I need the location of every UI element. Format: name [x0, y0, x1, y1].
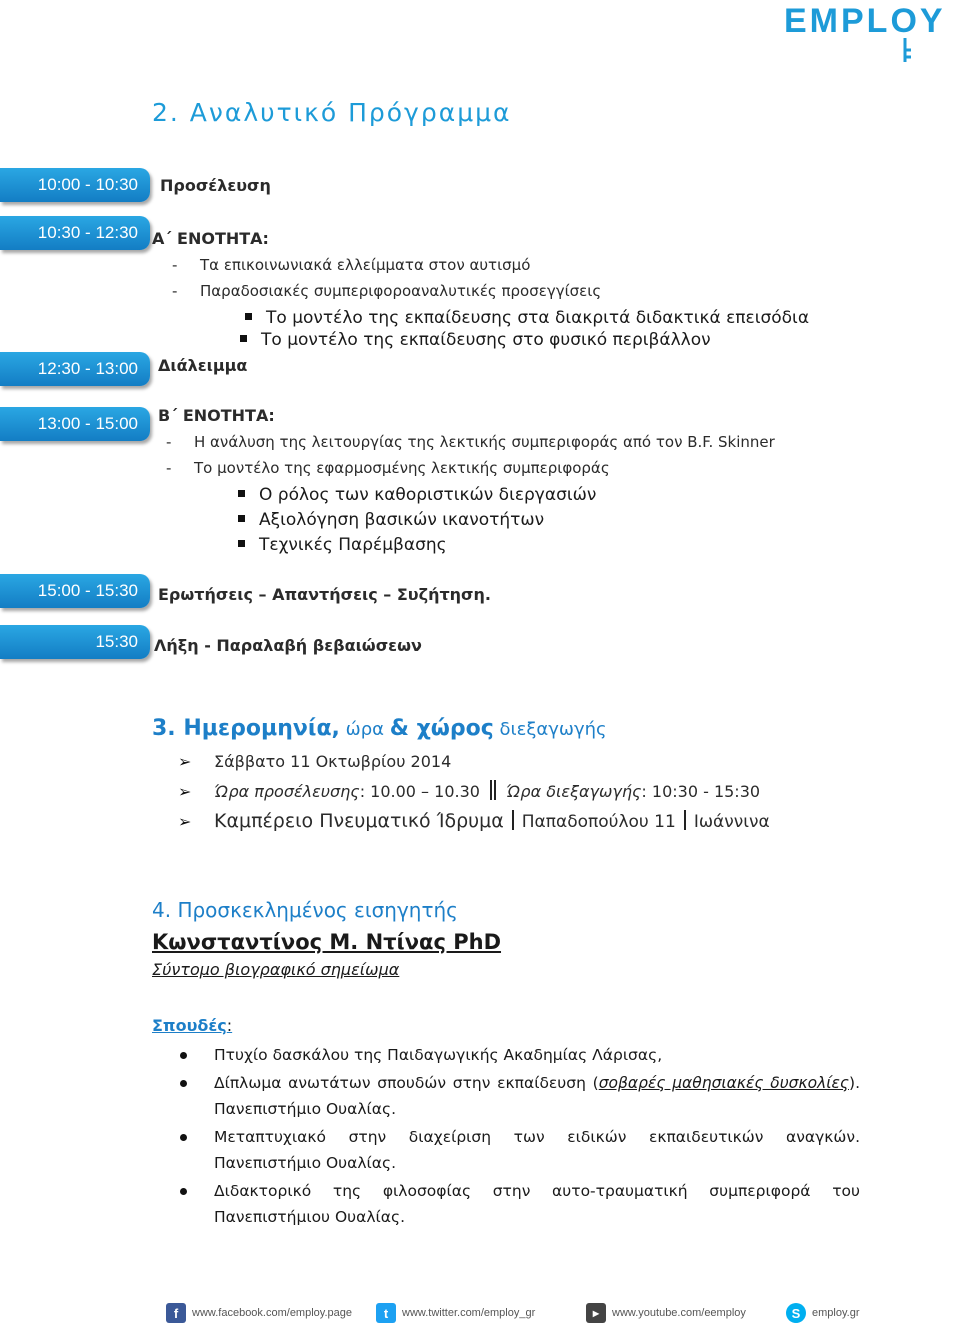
- section-3-title: 3. Ημερομηνία, ώρα & χώρος διεξαγωγής: [152, 716, 607, 741]
- sub-list-item: Τεχνικές Παρέμβασης: [238, 535, 447, 555]
- slot-title: Λήξη - Παραλαβή βεβαιώσεων: [154, 636, 422, 655]
- list-item: Μεταπτυχιακό στην διαχείριση των ειδικών εκπαιδευτικών αναγκών. Πανεπιστήμιο Ουαλίας.: [180, 1124, 860, 1176]
- time-badge: 13:00 - 15:00: [0, 407, 150, 441]
- slot-title: Διάλειμμα: [158, 356, 248, 375]
- arrow-icon: ➢: [178, 782, 192, 801]
- arrow-icon: ➢: [178, 752, 192, 771]
- twitter-link[interactable]: t www.twitter.com/employ_gr: [376, 1300, 535, 1326]
- skype-link[interactable]: S employ.gr: [786, 1300, 859, 1326]
- youtube-icon: ▶: [586, 1303, 606, 1323]
- list-item: Δίπλωμα ανωτάτων σπουδών στην εκπαίδευση (σοβαρές μαθησιακές δυσκολίες). Πανεπιστήμιο Ουαλίας.: [180, 1070, 860, 1122]
- arrow-icon: ➢: [178, 812, 192, 831]
- studies-label: Σπουδές:: [152, 1016, 233, 1035]
- time-badge: 10:30 - 12:30: [0, 216, 150, 250]
- list-item: - Το μοντέλο της εφαρμοσμένης λεκτικής συμπεριφοράς: [166, 459, 610, 477]
- divider: [684, 810, 686, 830]
- facebook-link[interactable]: f www.facebook.com/employ.page: [166, 1300, 352, 1326]
- youtube-link[interactable]: ▶ www.youtube.com/eemploy: [586, 1300, 746, 1326]
- hours-line: ➢ Ώρα προσέλευσης: 10.00 – 10.30 Ώρα διεξαγωγής: 10:30 - 15:30: [178, 782, 761, 801]
- sub-list-item: Το μοντέλο της εκπαίδευσης στα διακριτά διδακτικά επεισόδια: [245, 308, 809, 328]
- unit-a-title: Α΄ ΕΝΟΤΗΤΑ:: [152, 229, 269, 248]
- unit-b-title: Β΄ ΕΝΟΤΗΤΑ:: [158, 406, 275, 425]
- date-line: ➢ Σάββατο 11 Οκτωβρίου 2014: [178, 752, 452, 771]
- footer: [166, 1296, 936, 1332]
- twitter-icon: t: [376, 1303, 396, 1323]
- employ-logo: [784, 0, 954, 62]
- speaker-name: Κωνσταντίνος Μ. Ντίνας PhD: [152, 930, 502, 954]
- list-item: - Η ανάλυση της λειτουργίας της λεκτικής συμπεριφοράς από τον B.F. Skinner: [166, 433, 775, 451]
- list-item: - Παραδοσιακές συμπεριφοροαναλυτικές προσεγγίσεις: [172, 282, 602, 300]
- sub-list-item: Αξιολόγηση βασικών ικανοτήτων: [238, 510, 544, 530]
- cv-label: Σύντομο βιογραφικό σημείωμα: [152, 960, 400, 979]
- list-item: Διδακτορικό της φιλοσοφίας στην αυτο-τραυματική συμπεριφορά του Πανεπιστήμιου Ουαλίας.: [180, 1178, 860, 1230]
- sub-list-item: Το μοντέλο της εκπαίδευσης στο φυσικό περιβάλλον: [240, 330, 711, 350]
- divider: [512, 810, 514, 830]
- divider: [490, 780, 496, 800]
- slot-title: Ερωτήσεις – Απαντήσεις – Συζήτηση.: [158, 585, 491, 604]
- section-2-title: 2. Αναλυτικό Πρόγραμμα: [152, 98, 512, 127]
- facebook-icon: f: [166, 1303, 186, 1323]
- key-icon: [902, 38, 912, 62]
- logo-text: EMPLOY: [784, 2, 946, 40]
- list-item: Πτυχίο δασκάλου της Παιδαγωγικής Ακαδημίας Λάρισας,: [180, 1042, 860, 1068]
- time-badge: 12:30 - 13:00: [0, 352, 150, 386]
- slot-title: Προσέλευση: [160, 176, 271, 195]
- sub-list-item: Ο ρόλος των καθοριστικών διεργασιών: [238, 485, 596, 505]
- time-badge: 10:00 - 10:30: [0, 168, 150, 202]
- time-badge: 15:30: [0, 625, 150, 659]
- venue-line: ➢ Καμπέρειο Πνευματικό Ίδρυμα Παπαδοπούλου 11 Ιωάννινα: [178, 810, 770, 832]
- list-item: - Τα επικοινωνιακά ελλείμματα στον αυτισμό: [172, 256, 531, 274]
- section-4-title: 4. Προσκεκλημένος εισηγητής: [152, 898, 458, 922]
- skype-icon: S: [786, 1303, 806, 1323]
- time-badge: 15:00 - 15:30: [0, 574, 150, 608]
- studies-list: [180, 1042, 860, 1232]
